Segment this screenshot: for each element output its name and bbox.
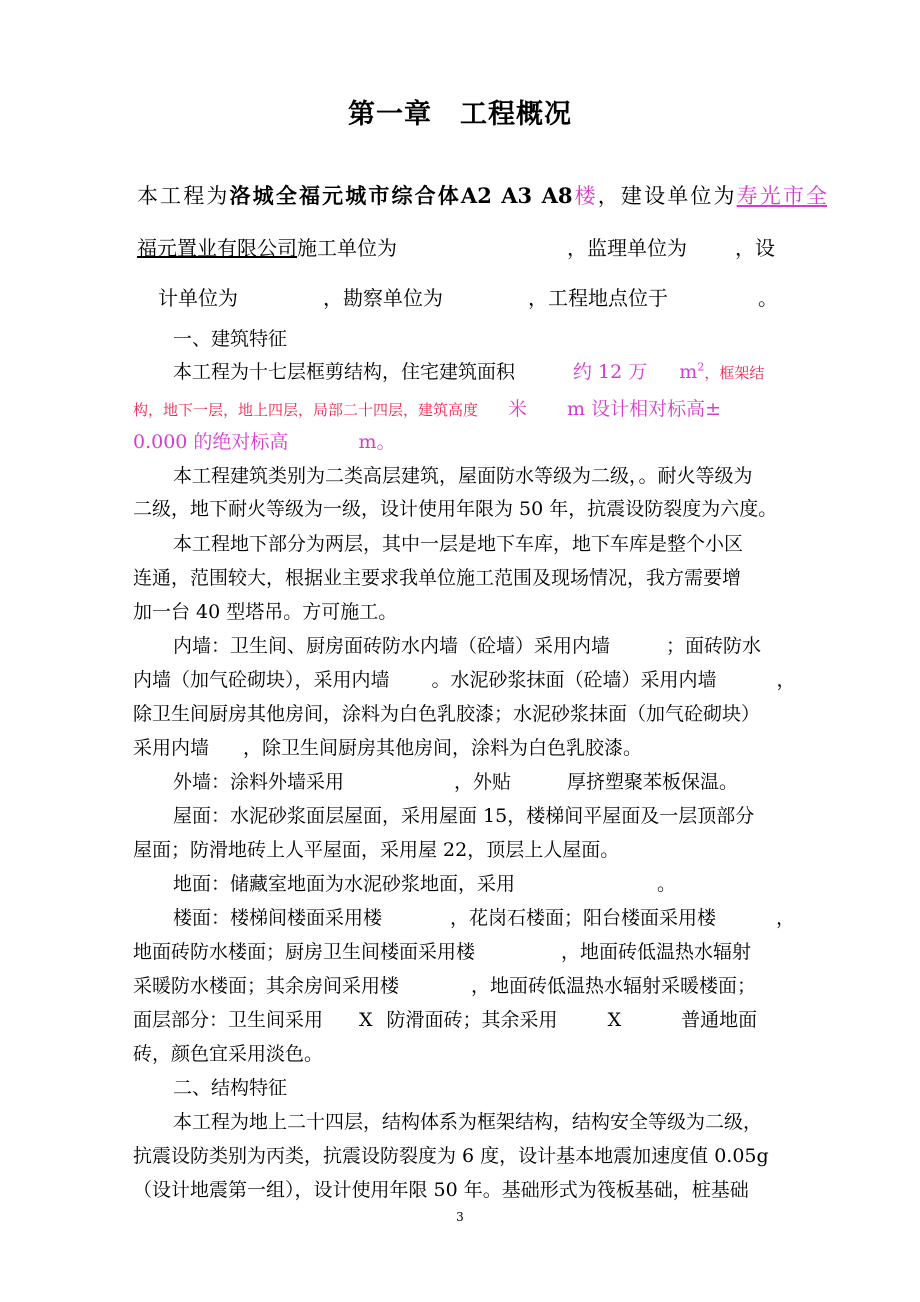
tile-size-x: X (607, 1009, 622, 1031)
intro-text: 。 (758, 286, 778, 310)
body-text: m 设计相对标高± (567, 398, 722, 420)
body-text: m。 (358, 431, 396, 453)
location-label: ，工程地点位于 (528, 286, 668, 310)
section-heading-structure: 二、结构特征 (173, 1077, 288, 1099)
body-text: 防滑面砖；其余采用 (386, 1009, 558, 1031)
intro-text: ，设 (735, 236, 775, 260)
body-text: 厚挤塑聚苯板保温。 (567, 771, 739, 793)
s1-p1-line2 (133, 394, 721, 421)
body-text: ，地面砖低温热水辐射采暖楼面； (471, 975, 757, 997)
intro-line-1 (137, 180, 827, 210)
s1-p3-line3: 加一台 40 型塔吊。方可施工。 (133, 601, 398, 623)
body-text: 采暖防水楼面；其余房间采用楼 (133, 975, 400, 997)
body-text: 普通地面 (681, 1009, 758, 1031)
page-number: 3 (456, 1210, 464, 1224)
intro-line-2 (137, 232, 827, 261)
intro-text: ，建设单位为 (597, 184, 737, 208)
s1-p8-line1 (173, 903, 795, 930)
s1-p8-line4 (133, 1005, 757, 1032)
intro-text: 本工程为 (137, 184, 230, 208)
intro-line-3 (158, 282, 778, 311)
project-name: 洛城全福元城市综合体A2 A3 A8 (229, 183, 573, 208)
s2-p1-line1: 本工程为地上二十四层，结构体系为框架结构，结构安全等级为二级， (173, 1111, 763, 1133)
s1-p8-line5: 砖，颜色宜采用淡色。 (133, 1043, 324, 1065)
body-text: 外墙：涂料外墙采用 (173, 771, 345, 793)
area-unit: m (679, 361, 698, 383)
section-heading-architecture: 一、建筑特征 (173, 328, 288, 350)
s1-p2-line1: 本工程建筑类别为二类高层建筑，屋面防水等级为二级，。耐火等级为 (173, 465, 753, 487)
s1-p8-line2 (133, 937, 751, 964)
body-text: ， (776, 669, 796, 691)
body-text: ，框架结 (704, 364, 765, 382)
body-text: 内墙：卫生间、厨房面砖防水内墙（砼墙）采用内墙 (173, 635, 611, 657)
supervisor-label: ，监理单位为 (567, 236, 687, 260)
survey-label: ，勘察单位为 (323, 286, 443, 310)
body-text: ，除卫生间厨房其他房间，涂料为白色乳胶漆。 (243, 737, 643, 759)
s1-p5 (173, 767, 738, 794)
designer-label: 计单位为 (158, 286, 238, 310)
body-text: 构，地下一层，地上四层，局部二十四层，建筑高度 (133, 401, 479, 419)
body-text: 。 (657, 873, 677, 895)
s1-p4-line4 (133, 733, 642, 760)
body-text: 楼面：楼梯间楼面采用楼 (173, 907, 383, 929)
body-text: ；面砖防水 (666, 635, 762, 657)
s1-p8-line3 (133, 971, 756, 998)
s1-p3-line1: 本工程地下部分为两层，其中一层是地下车库，地下车库是整个小区 (173, 533, 744, 555)
s2-p1-line3: （设计地震第一组），设计使用年限 50 年。基础形式为筏板基础，桩基础 (133, 1179, 749, 1201)
s1-p2-line2: 二级，地下耐火等级为一级，设计使用年限为 50 年，抗震设防裂度为六度。 (133, 498, 778, 520)
body-text: ，地面砖低温热水辐射 (561, 941, 752, 963)
body-text: 面层部分：卫生间采用 (133, 1009, 324, 1031)
s1-p4-line3: 除卫生间厨房其他房间，涂料为白色乳胶漆；水泥砂浆抹面（加气砼砌块） (133, 703, 761, 725)
contractor-label: 施工单位为 (297, 236, 397, 260)
s1-p1-line3 (133, 427, 395, 454)
building-area: 约 12 万 (573, 361, 648, 383)
tile-size-x: X (359, 1009, 373, 1031)
s1-p4-line2 (133, 665, 796, 692)
project-lou: 楼 (572, 184, 598, 208)
client-name-part1: 寿光市全 (736, 184, 828, 208)
body-text: 地面砖防水楼面；厨房卫生间楼面采用楼 (133, 941, 476, 963)
body-text: 采用内墙 (133, 737, 210, 759)
body-text: ，花岗石楼面；阳台楼面采用楼 (450, 907, 717, 929)
height-unit: 米 (508, 398, 528, 420)
body-text: 地面：储藏室地面为水泥砂浆地面，采用 (173, 873, 516, 895)
s1-p6-line1: 屋面：水泥砂浆面层屋面，采用屋面 15，楼梯间平屋面及一层顶部分 (173, 805, 755, 827)
s1-p3-line2: 连通，范围较大，根据业主要求我单位施工范围及现场情况，我方需要增 (133, 567, 742, 589)
s1-p1-line1 (173, 357, 764, 384)
s2-p1-line2: 抗震设防类别为丙类，抗震设防裂度为 6 度，设计基本地震加速度值 0.05g (133, 1145, 769, 1167)
client-name-part2: 福元置业有限公司 (137, 236, 297, 260)
body-text: 本工程为十七层框剪结构，住宅建筑面积 (173, 361, 516, 383)
s1-p6-line2: 屋面；防滑地砖上人平屋面，采用屋 22，顶层上人屋面。 (133, 839, 620, 861)
body-text: ，外贴 (454, 771, 512, 793)
s1-p4-line1 (173, 631, 761, 658)
body-text: ， (776, 907, 796, 929)
s1-p7 (173, 869, 676, 896)
chapter-title: 第一章 工程概况 (348, 99, 572, 130)
body-text: 内墙（加气砼砌块），采用内墙 (133, 669, 390, 691)
area-unit-sup: 2 (697, 360, 705, 374)
body-text: 。水泥砂浆抹面（砼墙）采用内墙 (431, 669, 717, 691)
body-text: 0.000 的绝对标高 (133, 431, 289, 453)
